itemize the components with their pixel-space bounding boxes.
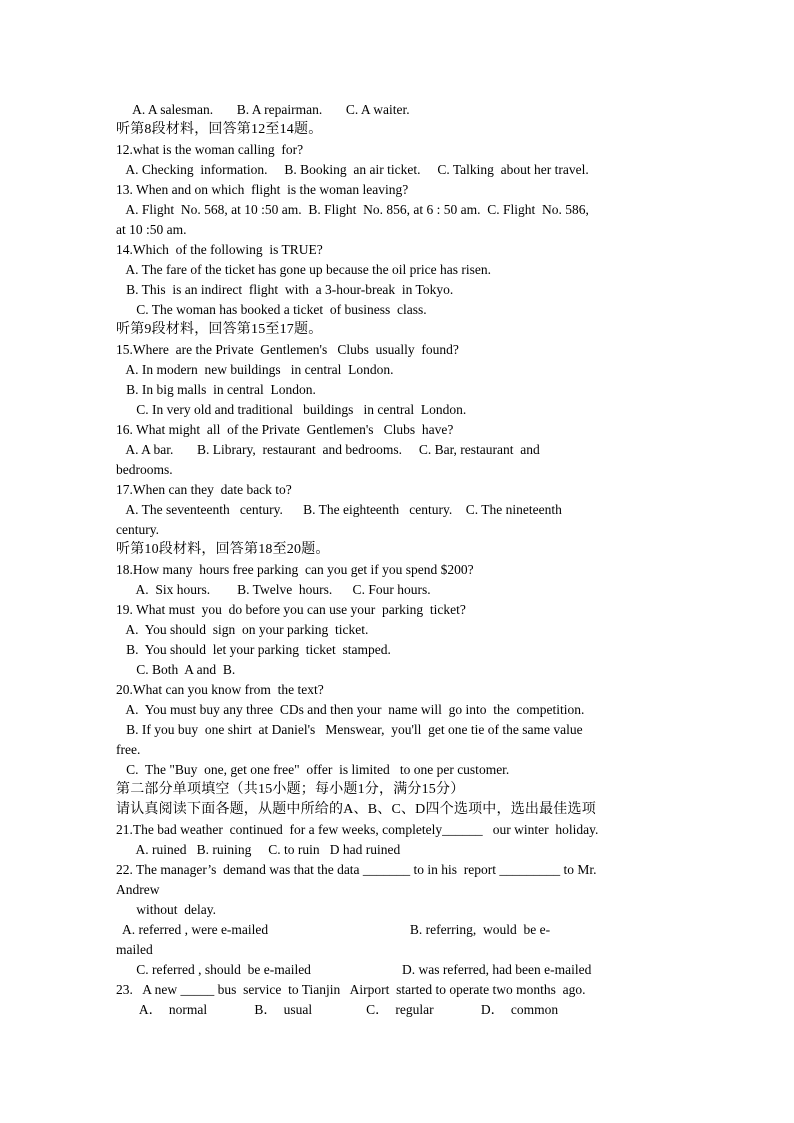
q13-stem: 13. When and on which flight is the woman leaving? [116,182,409,197]
q12-stem: 12.what is the woman calling for? [116,142,304,157]
section-10-heading: 听第10段材料，回答第18至20题。 [116,542,330,557]
q22-options-cd: C. referred , should be e-mailed D. was referred, had been e-mailed [116,962,592,977]
q15-option-b: B. In big malls in central London. [116,382,316,397]
q15-option-a: A. In modern new buildings in central London. [116,362,394,377]
q20-stem: 20.What can you know from the text? [116,682,324,697]
q21-stem: 21.The bad weather continued for a few weeks, completely______ our winter holiday. [116,822,599,837]
q19-option-c: C. Both A and B. [116,662,236,677]
section-9-heading: 听第9段材料，回答第15至17题。 [116,322,323,337]
q15-stem: 15.Where are the Private Gentlemen's Clubs usually found? [116,342,459,357]
part-two-heading: 第二部分单项填空（共15小题；每小题1分，满分15分） [116,782,465,797]
q19-stem: 19. What must you do before you can use your parking ticket? [116,602,466,617]
q22-stem: 22. The manager’s demand was that the data _______ to in his report _________ to Mr. [116,862,597,877]
q17-options-cont: century. [116,522,159,537]
q19-option-b: B. You should let your parking ticket stamped. [116,642,391,657]
q16-stem: 16. What might all of the Private Gentlemen's Clubs have? [116,422,454,437]
q14-option-c: C. The woman has booked a ticket of business class. [116,302,427,317]
q15-option-c: C. In very old and traditional buildings in central London. [116,402,467,417]
q20-option-c: C. The "Buy one, get one free" offer is limited to one per customer. [116,762,510,777]
q14-stem: 14.Which of the following is TRUE? [116,242,323,257]
section-8-heading: 听第8段材料，回答第12至14题。 [116,122,323,137]
q23-stem: 23. A new _____ bus service to Tianjin Airport started to operate two months ago. [116,982,586,997]
q22-options-ab-cont: mailed [116,942,153,957]
q14-option-b: B. This is an indirect flight with a 3-hour-break in Tokyo. [116,282,454,297]
q14-option-a: A. The fare of the ticket has gone up because the oil price has risen. [116,262,491,277]
q18-options: A. Six hours. B. Twelve hours. C. Four hours. [116,582,431,597]
q11-options: A. A salesman. B. A repairman. C. A waiter. [116,102,410,117]
q20-option-b-cont: free. [116,742,141,757]
q23-options: A． normal B． usual C． regular D． common [116,1002,559,1017]
q13-options: A. Flight No. 568, at 10 :50 am. B. Flight No. 856, at 6 : 50 am. C. Flight No. 586, [116,202,589,217]
q16-options-cont: bedrooms. [116,462,173,477]
part-two-instructions: 请认真阅读下面各题，从题中所给的A、B、C、D四个选项中，选出最佳选项 [116,802,596,817]
q20-option-b: B. If you buy one shirt at Daniel's Menswear, you'll get one tie of the same value [116,722,583,737]
q17-stem: 17.When can they date back to? [116,482,292,497]
q17-options: A. The seventeenth century. B. The eighteenth century. C. The nineteenth [116,502,562,517]
q22-options-ab: A. referred , were e-mailed B. referring, would be e- [116,922,551,937]
q22-stem-cont: Andrew [116,882,160,897]
q16-options: A. A bar. B. Library, restaurant and bedrooms. C. Bar, restaurant and [116,442,540,457]
q13-options-cont: at 10 :50 am. [116,222,187,237]
q21-options: A. ruined B. ruining C. to ruin D had ruined [116,842,401,857]
q20-option-a: A. You must buy any three CDs and then your name will go into the competition. [116,702,585,717]
q12-options: A. Checking information. B. Booking an air ticket. C. Talking about her travel. [116,162,589,177]
q18-stem: 18.How many hours free parking can you get if you spend $200? [116,562,474,577]
q19-option-a: A. You should sign on your parking ticket. [116,622,369,637]
q22-stem-cont-2: without delay. [116,902,216,917]
